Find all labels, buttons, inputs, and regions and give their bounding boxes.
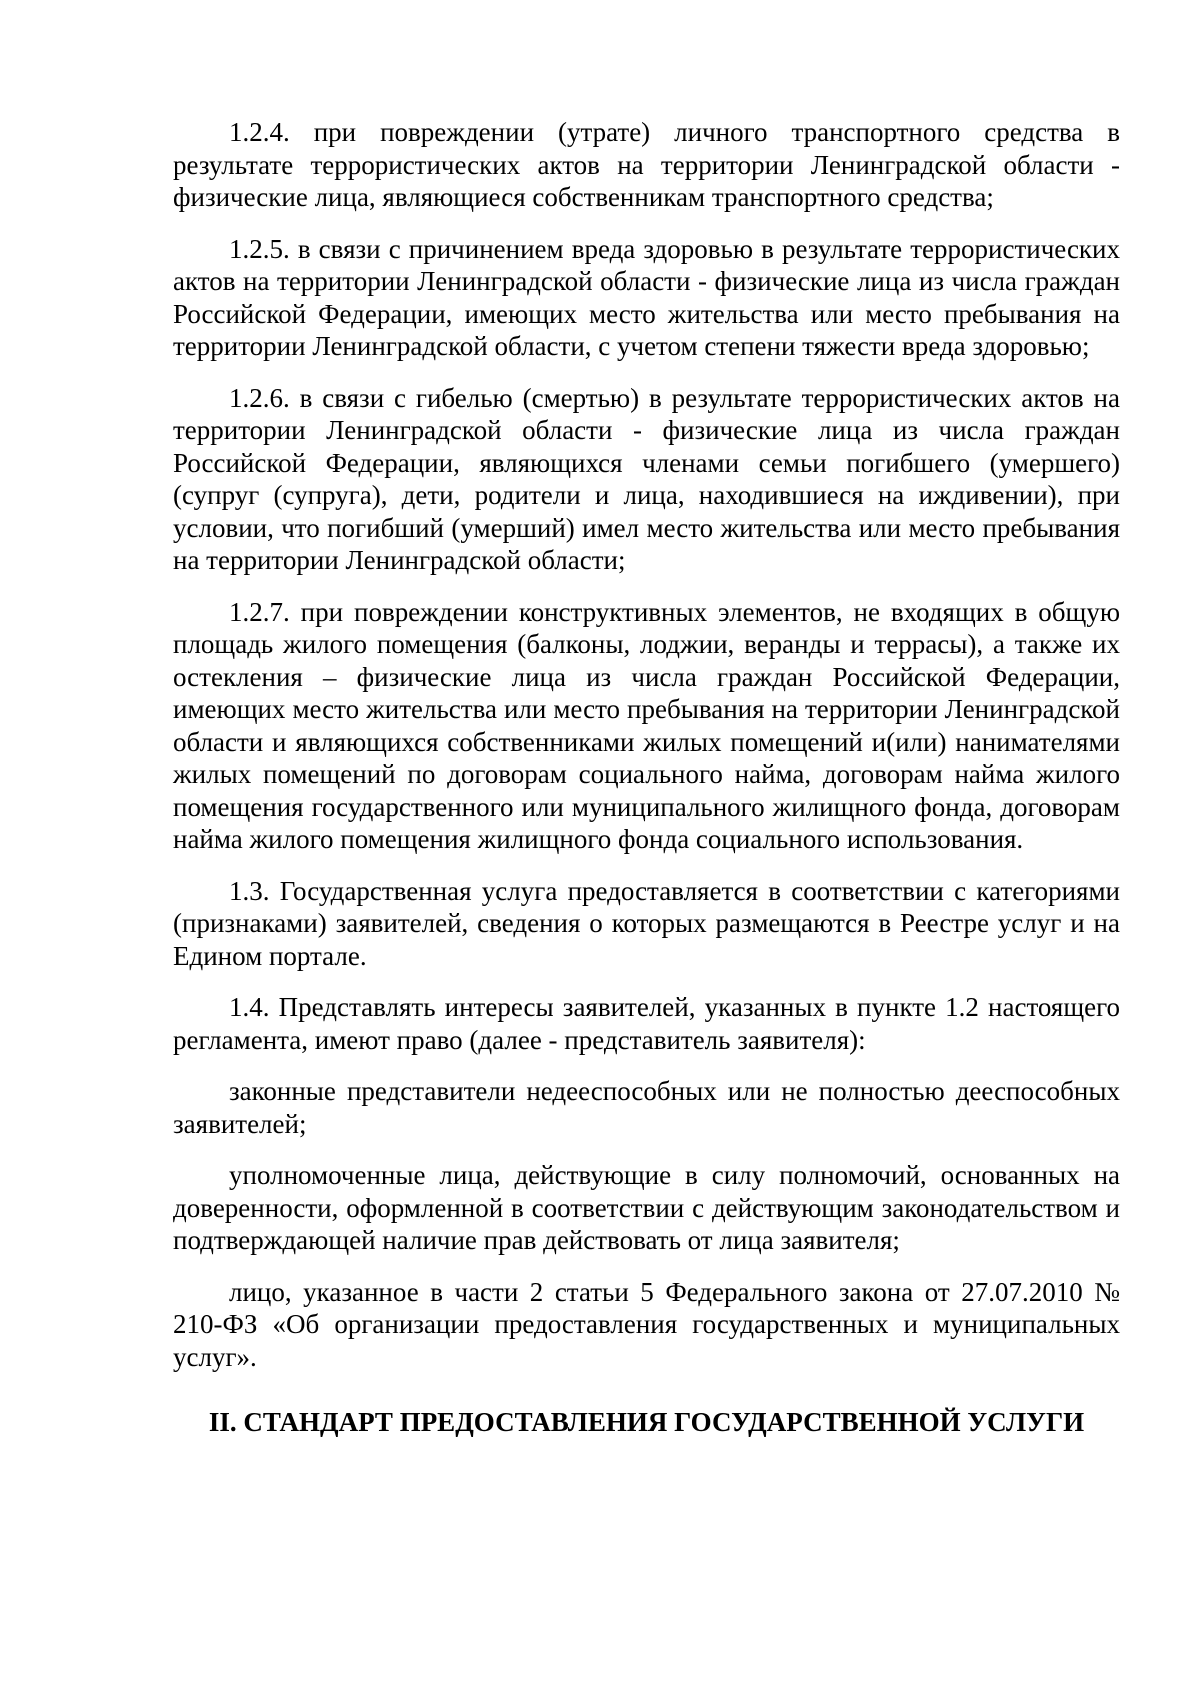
paragraph-1-2-4: 1.2.4. при повреждении (утрате) личного транспортного средства в результате террористических актов на территории Ленинградской области - физические лица, являющиеся собственникам транспортного средства;: [173, 117, 1120, 212]
paragraph-1-2-6: 1.2.6. в связи с гибелью (смертью) в результате террористических актов на территории Ленинградской области - физические лица из числа граждан Российской Федерации, являющихся членами семьи погибшего (умершего) (супруг (супруга), дети, родители и лица, находившиеся на иждивении), при условии, что погибший (умерший) имел место жительства или место пребывания на территории Ленинградской области;: [173, 382, 1120, 575]
paragraph-legal-representatives: законные представители недееспособных или не полностью дееспособных заявителей;: [173, 1076, 1120, 1139]
document-body: [173, 116, 1120, 1439]
paragraph-1-2-7: 1.2.7. при повреждении конструктивных элементов, не входящих в общую площадь жилого помещения (балконы, лоджии, веранды и террасы), а также их остекления – физические лица из числа граждан Российской Федерации, имеющих место жительства или место пребывания на территории Ленинградской области и являющихся собственниками жилых помещений и(или) нанимателями жилых помещений по договорам социального найма, договорам найма жилого помещения государственного или муниципального жилищного фонда, договорам найма жилого помещения жилищного фонда социального использования.: [173, 596, 1120, 854]
paragraph-1-2-5: 1.2.5. в связи с причинением вреда здоровью в результате террористических актов на территории Ленинградской области - физические лица из числа граждан Российской Федерации, имеющих место жительства или место пребывания на территории Ленинградской области, с учетом степени тяжести вреда здоровью;: [173, 233, 1120, 361]
paragraph-1-3: 1.3. Государственная услуга предоставляется в соответствии с категориями (признаками) заявителей, сведения о которых размещаются в Реестре услуг и на Едином портале.: [173, 875, 1120, 971]
paragraph-federal-law-person: лицо, указанное в части 2 статьи 5 Федерального закона от 27.07.2010 № 210-ФЗ «Об организации предоставления государственных и муниципальных услуг».: [173, 1276, 1120, 1372]
section-heading: II. СТАНДАРТ ПРЕДОСТАВЛЕНИЯ ГОСУДАРСТВЕННОЙ УСЛУГИ: [208, 1407, 1085, 1437]
paragraph-authorized-persons: уполномоченные лица, действующие в силу полномочий, основанных на доверенности, оформленной в соответствии с действующим законодательством и подтверждающей наличие прав действовать от лица заявителя;: [173, 1160, 1120, 1255]
paragraph-1-4: 1.4. Представлять интересы заявителей, указанных в пункте 1.2 настоящего регламента, имеют право (далее - представитель заявителя):: [173, 992, 1120, 1055]
